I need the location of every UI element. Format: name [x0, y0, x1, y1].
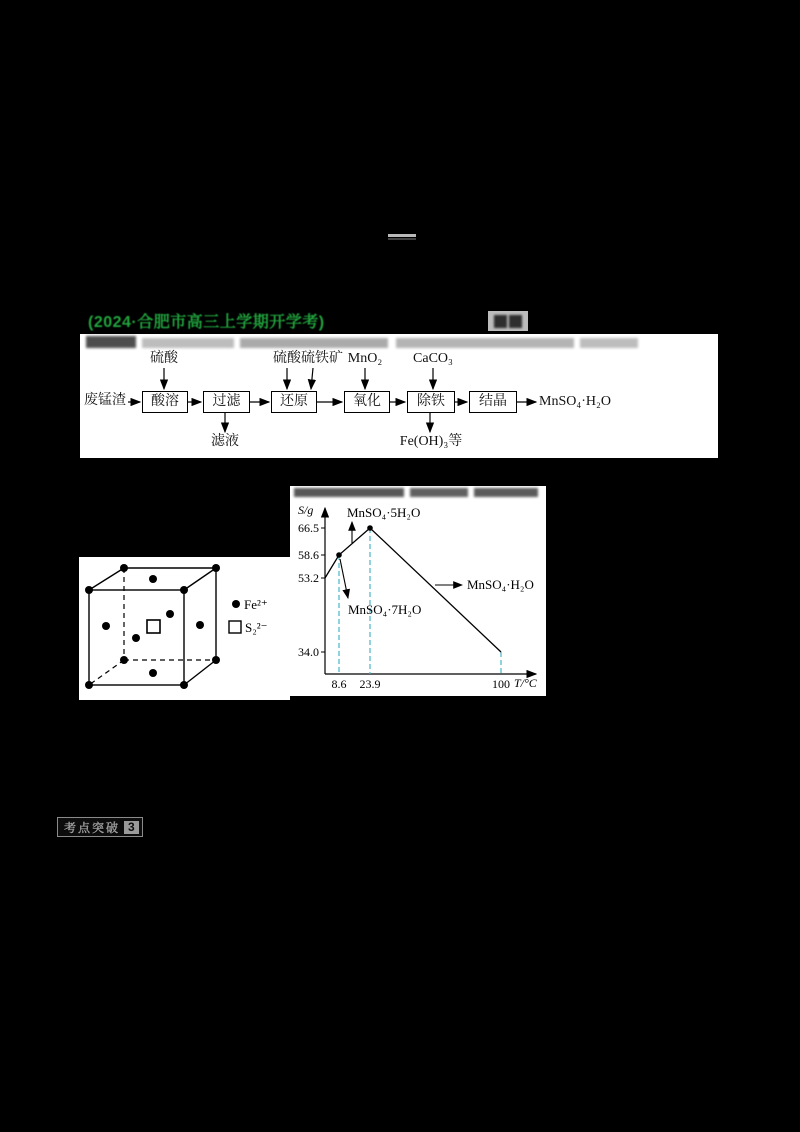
flow-step-huanyuan: 还原: [271, 391, 317, 413]
xtick-8.6: 8.6: [331, 677, 347, 691]
arrow-to-7h2o: [340, 559, 348, 598]
reagent-sulfuric-acid-2: 硫酸: [273, 351, 301, 366]
flow-step-guolv: 过滤: [203, 391, 250, 413]
top-divider-line: [388, 234, 416, 237]
legend-s2-label: S₂²⁻: [245, 620, 268, 635]
flow-step-jiejing: 结晶: [469, 391, 517, 413]
legend-fe-dot: [232, 600, 240, 608]
section-badge-text: 考点突破: [64, 820, 121, 835]
ytick-53.2: 53.2: [298, 571, 319, 585]
flow-step-yanghua: 氧化: [344, 391, 390, 413]
output-feoh3: Fe(OH)₃等: [399, 434, 463, 449]
reagent-sulfuric-acid-1: 硫酸: [150, 351, 178, 366]
x-axis-label: T/°C: [514, 676, 537, 690]
solubility-chart-panel: [290, 486, 546, 696]
dashed-guides: [339, 528, 501, 674]
ytick-58.6: 58.6: [298, 548, 319, 562]
unreadable-badge: [488, 311, 528, 331]
reagent-caco3: CaCO₃: [413, 351, 453, 366]
flow-step-chutie: 除铁: [407, 391, 455, 413]
output-filtrate: 滤液: [211, 434, 239, 449]
reagent-mno2: MnO₂: [347, 351, 383, 366]
badge-glyph-blob: [509, 315, 522, 328]
badge-glyph-blob: [494, 315, 507, 328]
flow-start-material: 废锰渣: [84, 393, 126, 408]
reagent-pyrite: 硫铁矿: [301, 351, 343, 366]
flow-step-suanrong: 酸溶: [142, 391, 188, 413]
annotation-1h2o: MnSO₄·H₂O: [467, 577, 534, 592]
legend-s2-square: [229, 621, 241, 633]
flowchart-panel: [80, 334, 718, 458]
section-badge: [57, 817, 143, 837]
section-badge-number: 3: [124, 821, 139, 834]
top-divider-shadow: [388, 238, 416, 240]
data-point-8.6: [336, 552, 342, 558]
flow-product: MnSO₄·H₂O: [539, 394, 611, 409]
ytick-34.0: 34.0: [298, 645, 319, 659]
xtick-23.9: 23.9: [359, 677, 381, 691]
legend-fe-label: Fe²⁺: [244, 597, 268, 612]
annotation-5h2o: MnSO₄·5H₂O: [347, 505, 421, 520]
crystal-structure-panel: [79, 557, 290, 700]
source-citation: (2024·合肥市高三上学期开学考): [88, 314, 325, 331]
ytick-66.5: 66.5: [298, 521, 319, 535]
y-axis-label: S/g: [298, 503, 314, 517]
solubility-chart: [290, 496, 546, 696]
crystal-cube-diagram: [79, 557, 290, 700]
s2-ion-body-center: [147, 620, 160, 633]
annotation-7h2o: MnSO₄·7H₂O: [348, 602, 422, 617]
data-point-23.9: [367, 525, 373, 531]
xtick-100: 100: [492, 677, 510, 691]
